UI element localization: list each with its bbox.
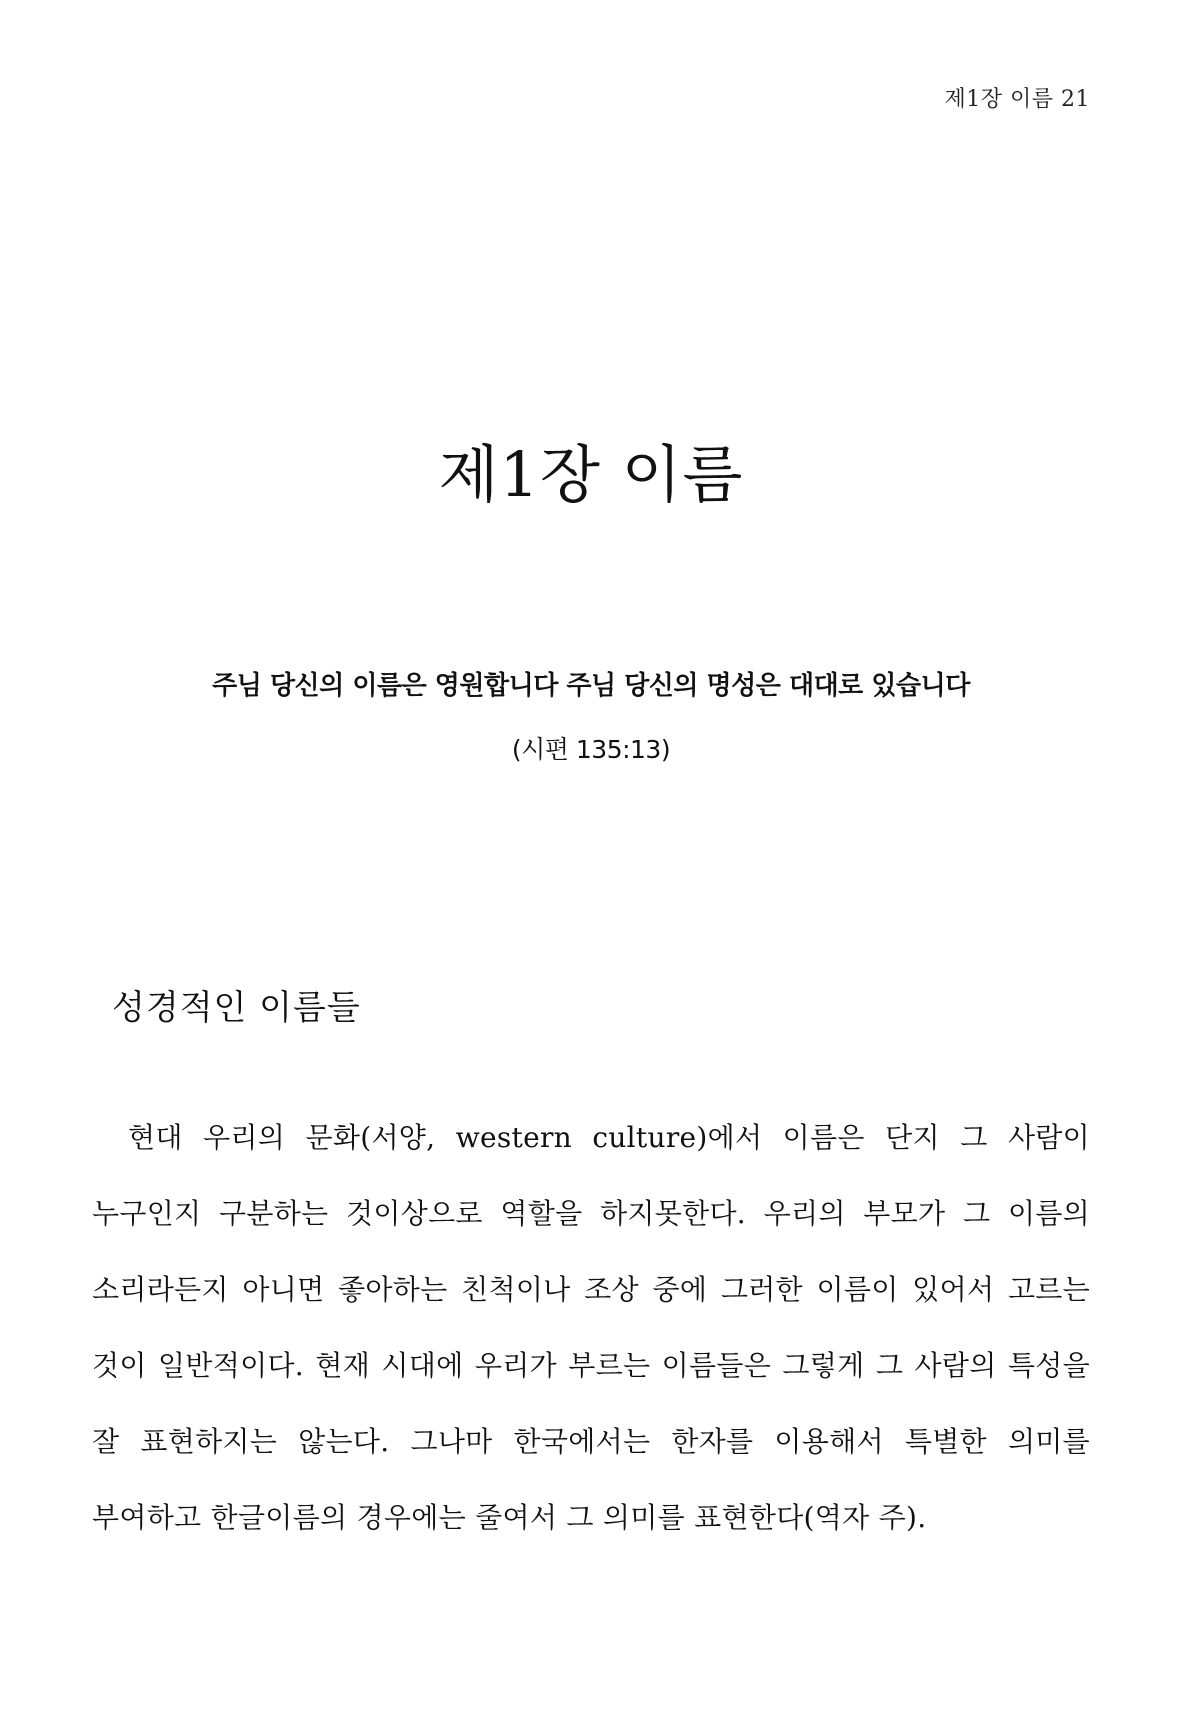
epigraph-reference: (시편 135:13) xyxy=(511,735,671,764)
section-heading: 성경적인 이름들 xyxy=(112,988,361,1028)
chapter-title: 제1장 이름 xyxy=(438,438,744,511)
epigraph-quote: 주님 당신의 이름은 영원합니다 주님 당신의 명성은 대대로 있습니다 xyxy=(212,671,970,701)
body-paragraph: 현대 우리의 문화(서양, western culture)에서 이름은 단지 그 사람이 누구인지 구분하는 것이상으로 역할을 하지못한다. 우리의 부모가 그 이름의 소리라든지 아니면 좋아하는 친척이나 조상 중에 그러한 이름이 있어서 고르는 것이 일반적이다. 현재 시대에 우리가 부르는 이름들은 그렇게 그 사람의 특성을 잘 표현하지는 않는다. 그나마 한국에서는 한자를 이용해서 특별한 의미를 부여하고 한글이름의 경우에는 줄여서 그 의미를 표현한다(역자 주). xyxy=(92,1121,1090,1534)
running-header: 제1장 이름 21 xyxy=(944,87,1090,112)
epigraph xyxy=(0,665,1182,766)
